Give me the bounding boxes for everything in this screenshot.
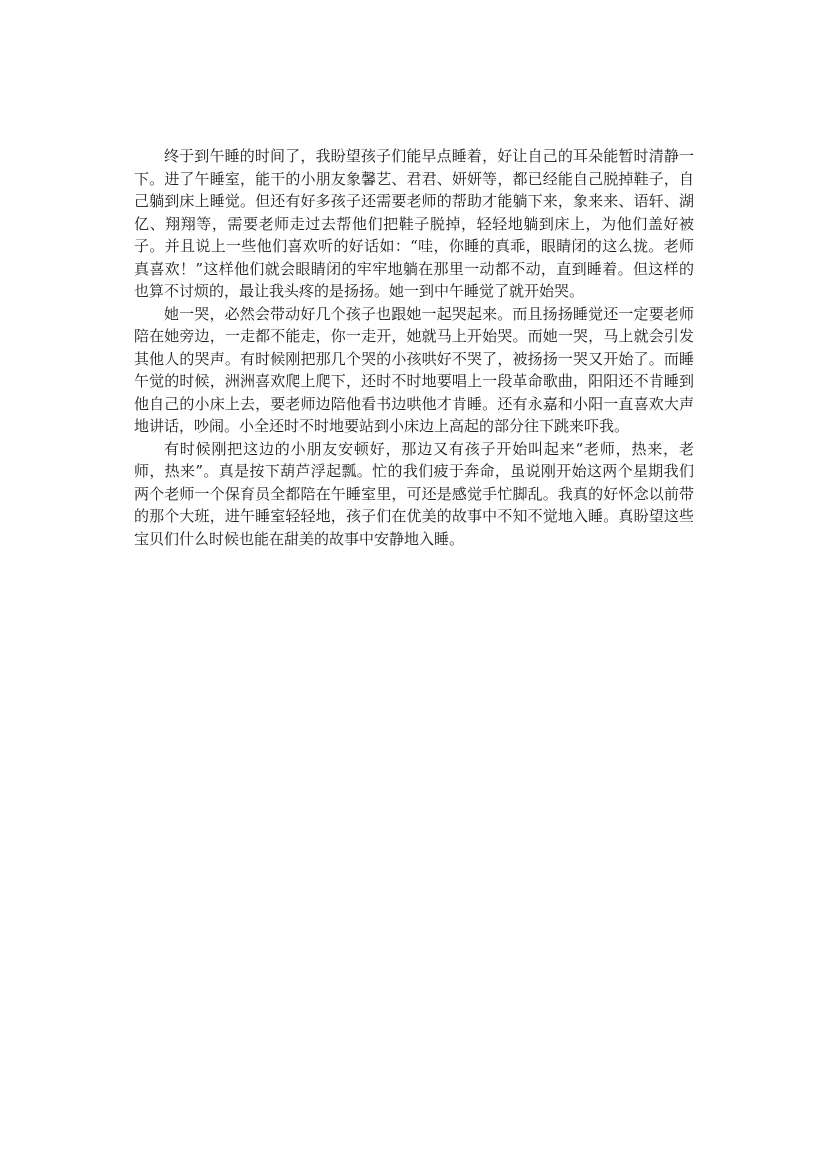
paragraph-3: 有时候刚把这边的小朋友安顿好，那边又有孩子开始叫起来“老师，热来，老师，热来”。真是按下葫芦浮起瓢。忙的我们疲于奔命，虽说刚开始这两个星期我们两个老师一个保育员全都陪在午睡室里，可还是感觉手忙脚乱。我真的好怀念以前带的那个大班，进午睡室轻轻地，孩子们在优美的故事中不知不觉地入睡。真盼望这些宝贝们什么时候也能在甜美的故事中安静地入睡。 — [134, 439, 694, 548]
document-body — [134, 145, 694, 550]
paragraph-2: 她一哭，必然会带动好几个孩子也跟她一起哭起来。而且扬扬睡觉还一定要老师陪在她旁边，一走都不能走，你一走开，她就马上开始哭。而她一哭，马上就会引发其他人的哭声。有时候刚把那几个哭的小孩哄好不哭了，被扬扬一哭又开始了。而睡午觉的时候，洲洲喜欢爬上爬下，还时不时地要唱上一段革命歌曲，阳阳还不肯睡到他自己的小床上去，要老师边陪他看书边哄他才肯睡。还有永嘉和小阳一直喜欢大声地讲话，吵闹。小全还时不时地要站到小床边上高起的部分往下跳来吓我。 — [134, 304, 694, 435]
paragraph-1: 终于到午睡的时间了，我盼望孩子们能早点睡着，好让自己的耳朵能暂时清静一下。进了午睡室，能干的小朋友象馨艺、君君、妍妍等，都已经能自己脱掉鞋子，自己躺到床上睡觉。但还有好多孩子还需要老师的帮助才能躺下来，象来来、语轩、湖亿、翔翔等，需要老师走过去帮他们把鞋子脱掉，轻轻地躺到床上，为他们盖好被子。并且说上一些他们喜欢听的好话如：“哇，你睡的真乖，眼睛闭的这么拢。老师真喜欢！”这样他们就会眼睛闭的牢牢地躺在那里一动都不动，直到睡着。但这样的也算不讨烦的，最让我头疼的是扬扬。她一到中午睡觉了就开始哭。 — [134, 147, 694, 300]
